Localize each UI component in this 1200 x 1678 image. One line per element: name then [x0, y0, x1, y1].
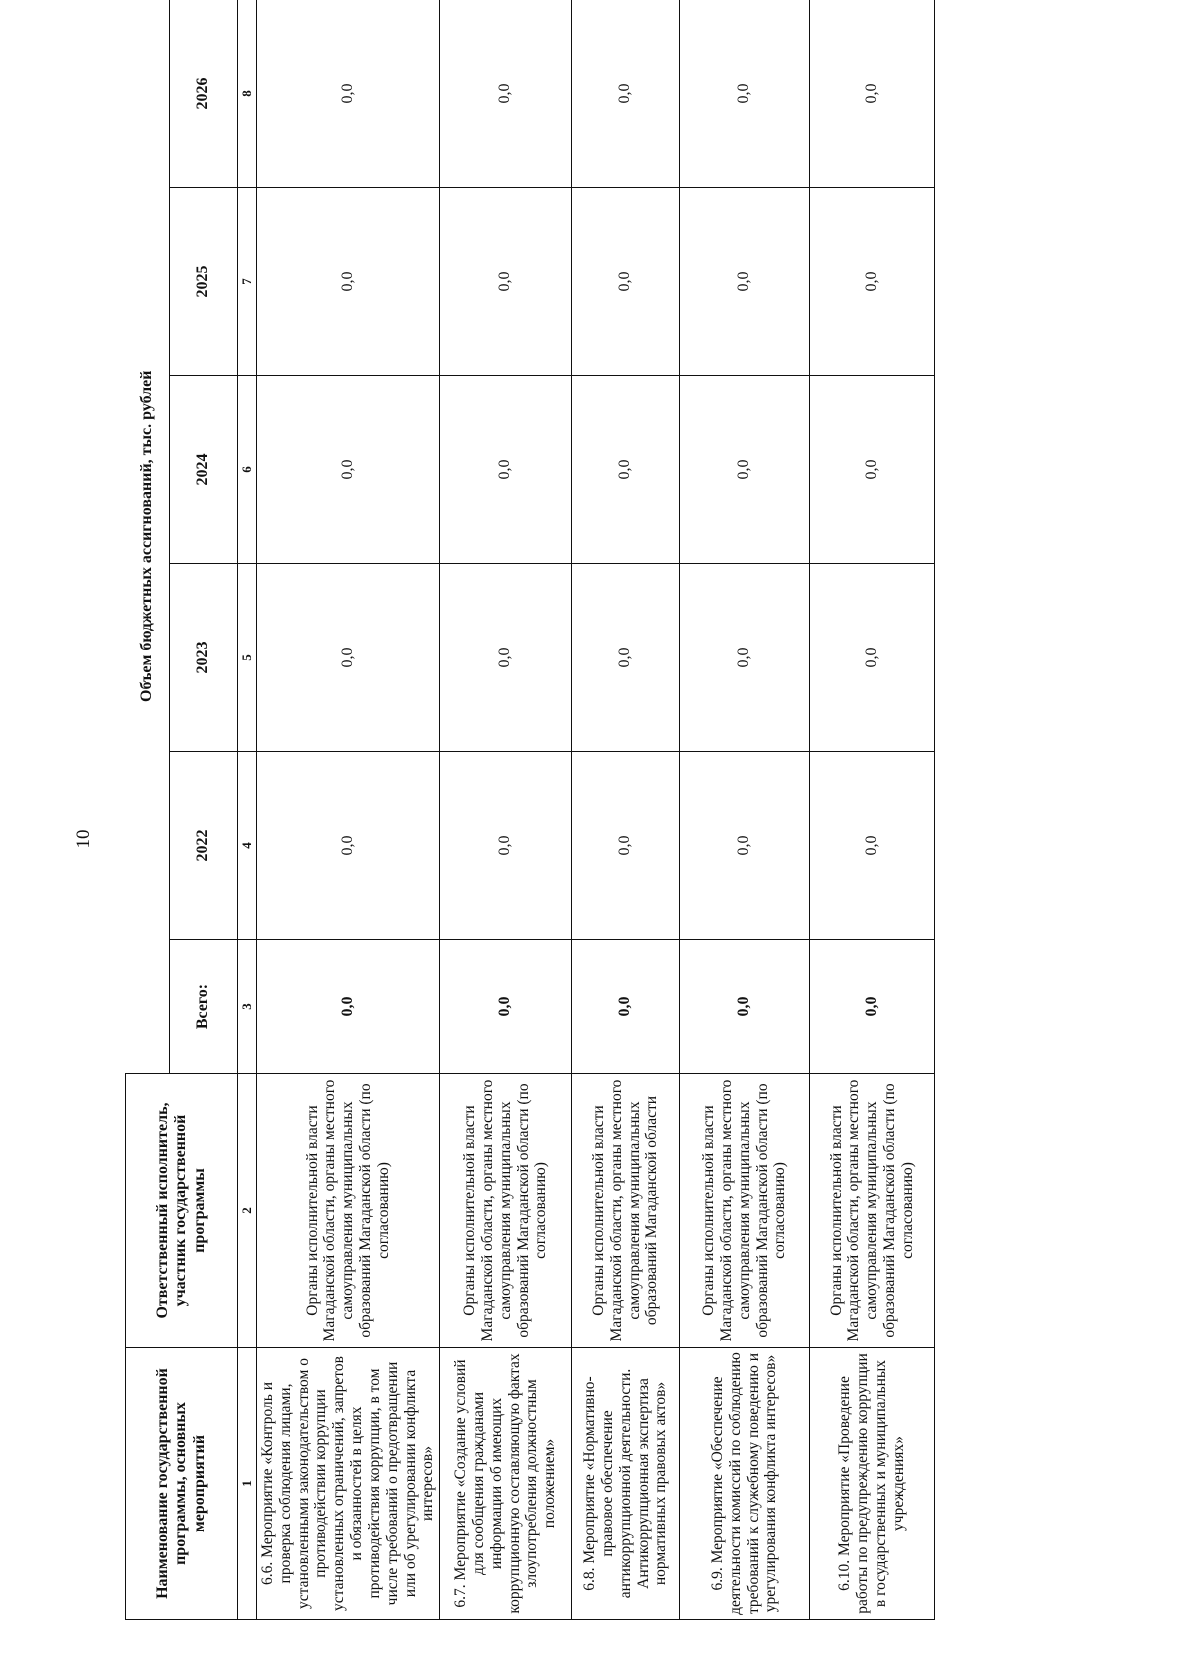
row-value-2025: 0,0 — [257, 188, 440, 376]
row-value-2022: 0,0 — [572, 752, 680, 940]
row-value-2024: 0,0 — [680, 376, 810, 564]
header-budget-group: Объем бюджетных ассигнований, тыс. рублей — [126, 0, 170, 1074]
row-value-2025: 0,0 — [810, 188, 935, 376]
row-value-2023: 0,0 — [572, 564, 680, 752]
row-value-2023: 0,0 — [810, 564, 935, 752]
row-value-2022: 0,0 — [440, 752, 572, 940]
header-year-2023: 2023 — [170, 564, 238, 752]
row-value-2026: 0,0 — [680, 0, 810, 188]
page-number: 10 — [73, 829, 94, 849]
column-number: 1 — [238, 1348, 257, 1620]
row-total: 0,0 — [257, 940, 440, 1074]
table-row — [810, 0, 935, 1620]
row-value-2023: 0,0 — [680, 564, 810, 752]
column-number: 6 — [238, 376, 257, 564]
row-value-2025: 0,0 — [680, 188, 810, 376]
row-program-name: 6.8. Мероприятие «Нормативно-правовое обеспечение антикоррупционной деятельности. Антикоррупционная экспертиза нормативных правовых актов» — [572, 1348, 680, 1620]
row-value-2024: 0,0 — [810, 376, 935, 564]
row-value-2024: 0,0 — [257, 376, 440, 564]
row-value-2024: 0,0 — [440, 376, 572, 564]
row-value-2026: 0,0 — [810, 0, 935, 188]
column-number: 5 — [238, 564, 257, 752]
row-value-2025: 0,0 — [440, 188, 572, 376]
header-year-2024: 2024 — [170, 376, 238, 564]
row-value-2026: 0,0 — [440, 0, 572, 188]
table-row — [257, 0, 440, 1620]
row-value-2026: 0,0 — [572, 0, 680, 188]
row-executor: Органы исполнительной власти Магаданской области, органы местного самоуправления муниципальных образований Магаданской области (по согласованию) — [810, 1074, 935, 1348]
row-program-name: 6.10. Мероприятие «Проведение работы по предупреждению коррупции в государственных и муниципальных учреждениях» — [810, 1348, 935, 1620]
table-row — [572, 0, 680, 1620]
row-program-name: 6.7. Мероприятие «Создание условий для сообщения гражданами информации об имеющих коррупционную составляющую фактах злоупотребления должностным положением» — [440, 1348, 572, 1620]
row-total: 0,0 — [572, 940, 680, 1074]
header-year-2026: 2026 — [170, 0, 238, 188]
column-number: 8 — [238, 0, 257, 188]
row-value-2023: 0,0 — [440, 564, 572, 752]
row-total: 0,0 — [440, 940, 572, 1074]
column-number: 4 — [238, 752, 257, 940]
header-program-name: Наименование государственной программы, основных мероприятий — [126, 1348, 238, 1620]
row-value-2022: 0,0 — [257, 752, 440, 940]
row-value-2025: 0,0 — [572, 188, 680, 376]
row-program-name: 6.9. Мероприятие «Обеспечение деятельности комиссий по соблюдению требований к служебному поведению и урегулирования конфликта интересов» — [680, 1348, 810, 1620]
row-value-2022: 0,0 — [680, 752, 810, 940]
row-value-2026: 0,0 — [257, 0, 440, 188]
row-total: 0,0 — [810, 940, 935, 1074]
table-row — [680, 0, 810, 1620]
budget-table — [125, 0, 935, 1620]
row-total: 0,0 — [680, 940, 810, 1074]
row-value-2024: 0,0 — [572, 376, 680, 564]
header-total: Всего: — [170, 940, 238, 1074]
column-number-row — [238, 0, 257, 1620]
row-executor: Органы исполнительной власти Магаданской области, органы местного самоуправления муниципальных образований Магаданской области — [572, 1074, 680, 1348]
row-executor: Органы исполнительной власти Магаданской области, органы местного самоуправления муниципальных образований Магаданской области (по согласованию) — [257, 1074, 440, 1348]
column-number: 2 — [238, 1074, 257, 1348]
header-year-2025: 2025 — [170, 188, 238, 376]
table-row — [440, 0, 572, 1620]
rotated-sheet — [125, 0, 935, 1620]
column-number: 3 — [238, 940, 257, 1074]
row-executor: Органы исполнительной власти Магаданской области, органы местного самоуправления муниципальных образований Магаданской области (по согласованию) — [440, 1074, 572, 1348]
header-year-2022: 2022 — [170, 752, 238, 940]
row-value-2022: 0,0 — [810, 752, 935, 940]
header-executor: Ответственный исполнитель, участник государственной программы — [126, 1074, 238, 1348]
row-program-name: 6.6. Мероприятие «Контроль и проверка соблюдения лицами, установленными законодательством о противодействии коррупции установленных ограничений, запретов и обязанностей в целях противодействия коррупции, в том числе требований о предотвращении или об урегулировании конфликта интересов» — [257, 1348, 440, 1620]
column-number: 7 — [238, 188, 257, 376]
row-value-2023: 0,0 — [257, 564, 440, 752]
row-executor: Органы исполнительной власти Магаданской области, органы местного самоуправления муниципальных образований Магаданской области (по согласованию) — [680, 1074, 810, 1348]
